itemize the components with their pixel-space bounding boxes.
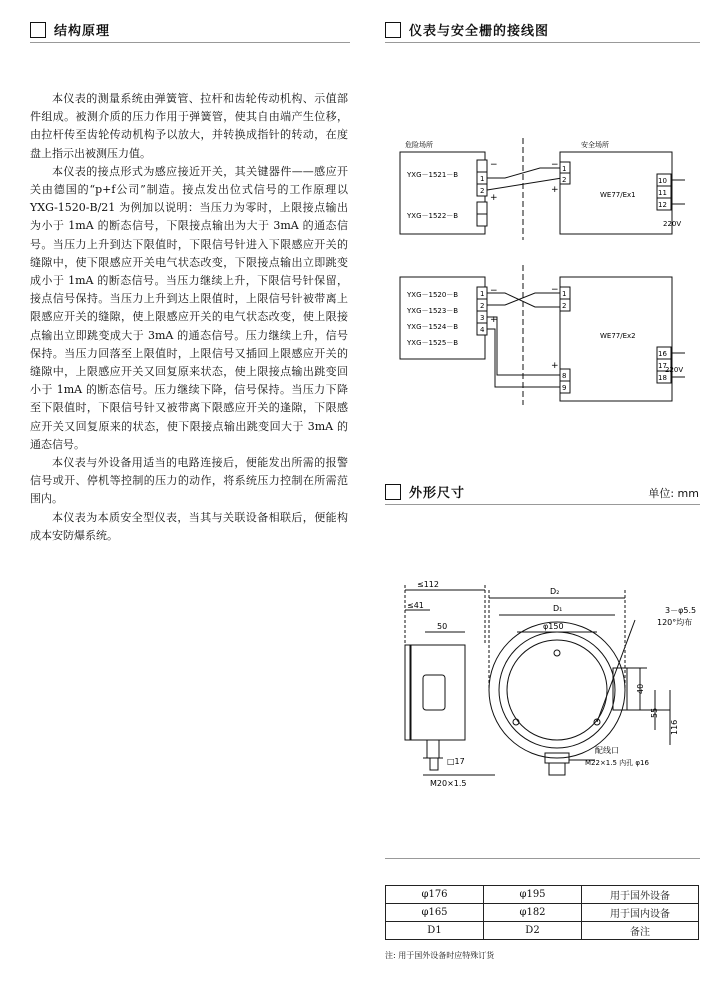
dimension-drawing (385, 570, 710, 800)
svg-text:−: − (551, 285, 559, 295)
device-label: YXG－1523－B (407, 307, 459, 315)
section-title: 仪表与安全栅的接线图 (409, 24, 550, 39)
terminal-label: 1 (480, 175, 485, 183)
dim-holes-spacing: 120°均布 (657, 618, 693, 627)
svg-text:−: − (551, 160, 559, 170)
divider (30, 42, 350, 43)
table-cell: φ195 (484, 886, 582, 904)
terminal-label: 1 (562, 165, 567, 173)
section-header-wiring (385, 20, 549, 39)
outlet-spec: M22×1.5 内孔 φ16 (585, 759, 649, 767)
voltage-label: 220V (665, 366, 684, 374)
divider (385, 42, 700, 43)
terminal-label: 9 (562, 384, 567, 392)
section-header-structure (30, 20, 110, 39)
dim-116: 116 (670, 719, 679, 735)
gauge-front-case (489, 622, 625, 758)
device-box (400, 152, 485, 234)
device-label-2: YXG－1522－B (407, 212, 459, 220)
dim-55: 55 (650, 707, 659, 718)
dim-square-17: □17 (447, 757, 465, 766)
terminal-label: 4 (480, 326, 485, 334)
table-row (386, 886, 699, 904)
checkbox-icon (385, 22, 401, 38)
unit-label: 单位: mm (648, 487, 699, 500)
section-header-dimensions (385, 482, 465, 501)
gauge-side-body (410, 645, 465, 740)
svg-text:−: − (490, 286, 498, 296)
svg-text:+: + (551, 361, 559, 371)
outlet-label: 配线口 (595, 746, 619, 755)
checkbox-icon (385, 484, 401, 500)
terminal-label: 17 (658, 362, 667, 370)
section-title: 结构原理 (54, 24, 111, 39)
dim-D2: D₂ (550, 587, 560, 596)
barrier-label: WE77/Ex1 (600, 191, 636, 199)
terminal-label: 16 (658, 350, 667, 358)
table-cell: 用于国内设备 (582, 904, 699, 922)
gauge-front-stem (549, 763, 565, 775)
paragraph: 本仪表与外设备用适当的电路连接后，便能发出所需的报警信号或开、停机等控制的压力的动作，将系统压力控制在所需范围内。 (30, 456, 348, 506)
gauge-side-window (423, 675, 445, 710)
voltage-label: 220V (663, 220, 682, 228)
gauge-side-stem (427, 740, 439, 758)
dim-D1: D₁ (553, 604, 563, 613)
spec-table (385, 885, 699, 940)
svg-text:+: + (490, 193, 498, 203)
svg-text:+: + (551, 185, 559, 195)
gauge-side-thread (430, 758, 438, 770)
dim-40: 40 (636, 683, 645, 694)
gauge-front-dial (507, 640, 607, 740)
terminal-label: 2 (480, 302, 485, 310)
body-text (30, 90, 348, 545)
terminal-label: 2 (562, 176, 567, 184)
terminal-label: 8 (562, 372, 567, 380)
svg-text:−: − (490, 160, 498, 170)
dim-41: ≤41 (407, 601, 424, 610)
section-title: 外形尺寸 (409, 486, 466, 501)
table-cell: D1 (386, 922, 484, 940)
terminal-label: 18 (658, 374, 667, 382)
divider (385, 858, 700, 859)
terminal-label: 2 (562, 302, 567, 310)
divider (385, 504, 700, 505)
hazard-area-label: 危险场所 (405, 141, 433, 149)
terminal-label: 3 (480, 314, 485, 322)
svg-text:+: + (490, 315, 498, 325)
device-label-1: YXG－1521－B (407, 171, 459, 179)
paragraph: 本仪表为本质安全型仪表，当其与关联设备相联后，便能构成本安防爆系统。 (30, 510, 348, 542)
table-cell: φ176 (386, 886, 484, 904)
terminal-label: 11 (658, 189, 667, 197)
table-cell: φ165 (386, 904, 484, 922)
dim-phi150: φ150 (543, 622, 564, 631)
dim-holes: 3－φ5.5 (665, 606, 697, 615)
barrier-label: WE77/Ex2 (600, 332, 636, 340)
paragraph: 本仪表的接点形式为感应接近开关，其关键器件——感应开关由德国的“p+f公司”制造。接点发出位式信号的工作原理以 YXG-1520-B/21 为例加以说明：当压力为零时，上限接点输出为小于 1mA 的断态信号，下限接点输出为大于 3mA 的通态信号。当压力上升到达下限值时，下限信号针进入下限感应开关的缝隙中，使下限感应开关电气状态改变，下限接点输出立即跳变成小于 1mA 的断态信号。当压力继续上升，下限信号针保留，接点信号保持。当压力上升到达上限值时，上限信号针被带离上限感应开关的缝隙，使上限感应开关的电气状态改变，使上限接点输出立即跳变成大于 3mA 的通态信号。压力继续上升，信号保持。当压力回落至上限值时，上限信号又插回上限感应开关的缝隙中，上限感应开关又回复原来状态，使上限接点输出跳变回小于 1mA 的断态信号。压力继续下降，信号保持。当压力下降至下限值时，下限信号针又被带离下限感应开关的逢隙，下限感应开关又回复原来的状态，使下限接点输出跳变回大于 3mA 的通态信号。 (30, 164, 348, 451)
terminal-label: 1 (480, 290, 485, 298)
terminal-label: 10 (658, 177, 667, 185)
table-cell: 用于国外设备 (582, 886, 699, 904)
device-label: YXG－1520－B (407, 291, 459, 299)
dim-thread: M20×1.5 (430, 779, 467, 788)
wiring-diagram-1 (395, 130, 695, 245)
checkbox-icon (30, 22, 46, 38)
terminal-label: 2 (480, 187, 485, 195)
gauge-front-bezel (499, 632, 615, 748)
table-cell: 备注 (582, 922, 699, 940)
terminal-label: 12 (658, 201, 667, 209)
table-cell: φ182 (484, 904, 582, 922)
paragraph: 本仪表的测量系统由弹簧管、拉杆和齿轮传动机构、示值部件组成。被测介质的压力作用于弹簧管，使其自由端产生位移，由拉杆传至齿轮传动机构予以放大，并转换成指针的转动，在度盘上指示出被测压力值。 (30, 92, 348, 160)
device-label: YXG－1524－B (407, 323, 459, 331)
mount-hole-icon (554, 650, 560, 656)
table-cell: D2 (484, 922, 582, 940)
table-row (386, 904, 699, 922)
signal-wire (487, 329, 562, 387)
device-label: YXG－1525－B (407, 339, 459, 347)
table-row (386, 922, 699, 940)
dim-112: ≤112 (417, 580, 439, 589)
terminal-label: 1 (562, 290, 567, 298)
safe-area-label: 安全场所 (581, 141, 609, 149)
footnote: 注: 用于国外设备时应特殊订货 (385, 951, 495, 960)
dim-50: 50 (437, 622, 448, 631)
wiring-diagram-2 (395, 265, 695, 410)
